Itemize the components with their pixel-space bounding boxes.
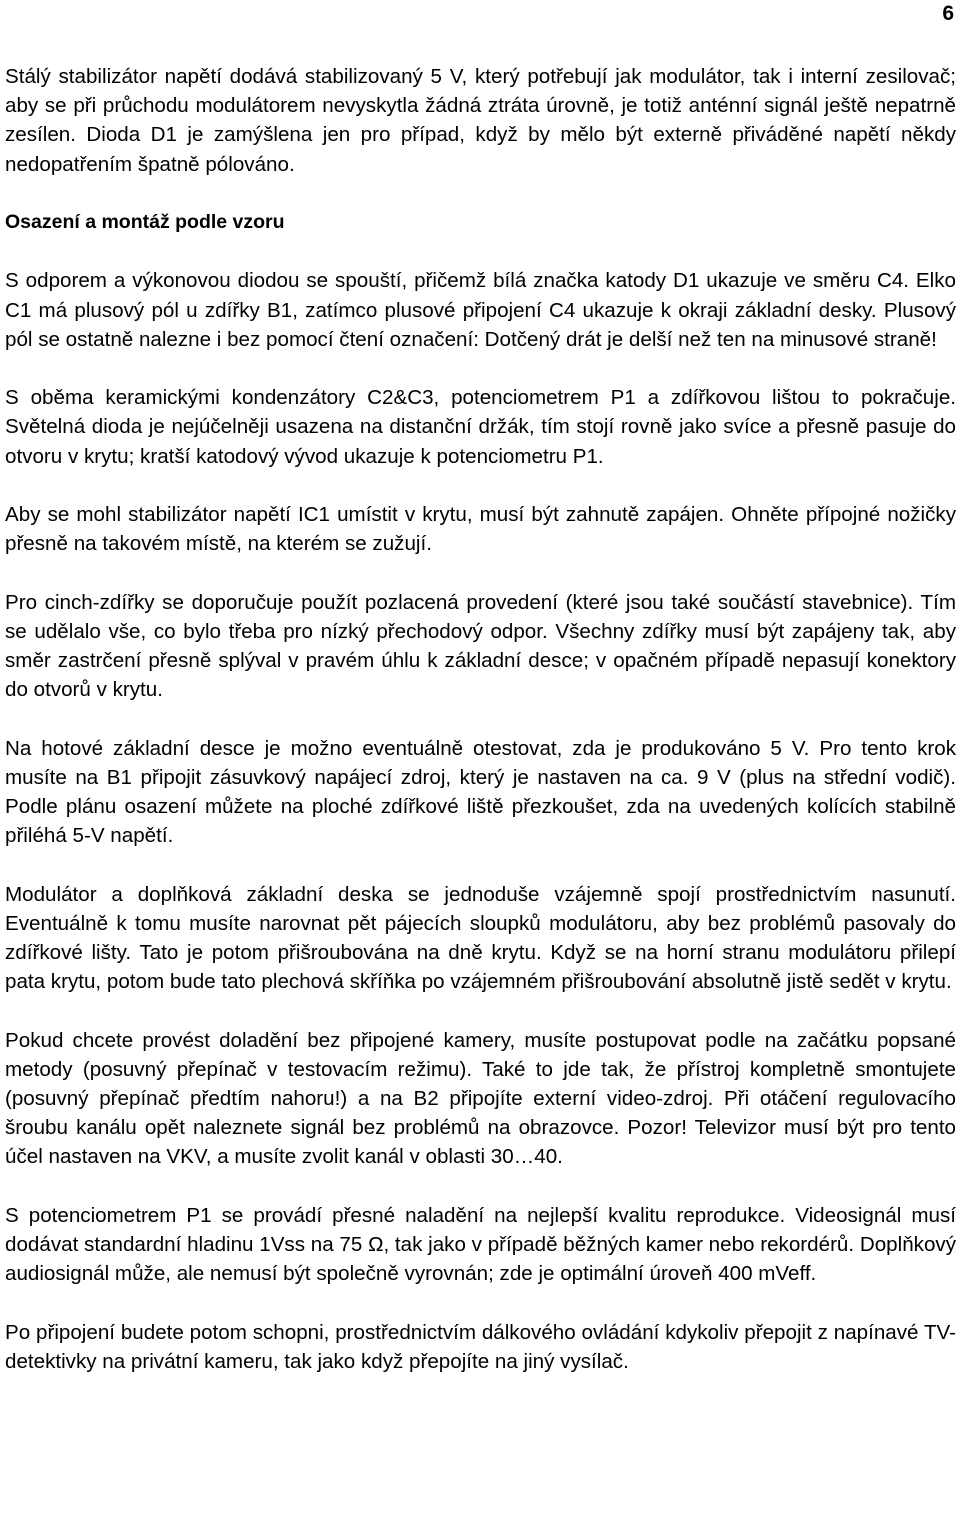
paragraph-modulator-mounting: Modulátor a doplňková základní deska se jednoduše vzájemně spojí prostřednictvím nasunutí. Eventuálně k tomu musíte narovnat pět pájecích sloupků modulátoru, aby bez problémů pasovaly do zdířkové lišty. Tato je potom přišroubována na dně krytu. Když se na horní stranu modulátoru přilepí pata krytu, potom bude tato plechová skříňka po vzájemném přišroubování absolutně jistě sedět v krytu. <box>5 882 956 994</box>
paragraph-ic1-bending: Aby se mohl stabilizátor napětí IC1 umístit v krytu, musí být zahnutě zapájen. Ohněte přípojné nožičky přesně na takovém místě, na kterém se zužují. <box>5 502 956 556</box>
paragraph-testing-5v: Na hotové základní desce je možno eventuálně otestovat, zda je produkováno 5 V. Pro tento krok musíte na B1 připojit zásuvkový napájecí zdroj, který je nastaven na ca. 9 V (plus na střední vodič). Podle plánu osazení můžete na ploché zdířkové liště přezkoušet, zda na uvedených kolících stabilně přiléhá 5-V napětí. <box>5 736 956 848</box>
page-number: 6 <box>942 2 954 25</box>
paragraph-cinch-sockets: Pro cinch-zdířky se doporučuje použít pozlacená provedení (které jsou také součástí stavebnice). Tím se udělalo vše, co bylo třeba pro nízký přechodový odpor. Všechny zdířky musí být zapájeny tak, aby směr zastrčení přesně splýval v pravém úhlu k základní desce; v opačném případě nepasují konektory do otvorů v krytu. <box>5 590 956 702</box>
paragraph-remote-switching: Po připojení budete potom schopni, prostřednictvím dálkového ovládání kdykoliv přepojit z napínavé TV-detektivky na privátní kameru, tak jako když přepojíte na jiný vysílač. <box>5 1320 956 1373</box>
paragraph-potentiometer-p1: S potenciometrem P1 se provádí přesné naladění na nejlepší kvalitu reprodukce. Videosignál musí dodávat standardní hladinu 1Vss na 75 Ω, tak jako v případě běžných kamer nebo rekordérů. Doplňkový audiosignál může, ale nemusí být společně vyrovnán; zde je optimální úroveň 400 mVeff. <box>5 1203 956 1286</box>
section-heading-assembly: Osazení a montáž podle vzoru <box>5 211 285 233</box>
paragraph-resistor-diode: S odporem a výkonovou diodou se spouští, přičemž bílá značka katody D1 ukazuje ve směru C4. Elko C1 má plusový pól u zdířky B1, zatímco plusové připojení C4 ukazuje k okraji základní desky. Plusový pól se ostatně nalezne i bez pomocí čtení označení: Dotčený drát je delší než ten na minusové straně! <box>5 269 956 351</box>
paragraph-capacitors-led: S oběma keramickými kondenzátory C2&C3, potenciometrem P1 a zdířkovou lištou to pokračuje. Světelná dioda je nejúčelněji usazena na distanční držák, tím stojí rovně jako svíce a přesně pasuje do otvoru v krytu; kratší katodový vývod ukazuje k potenciometru P1. <box>5 386 956 468</box>
paragraph-tuning: Pokud chcete provést doladění bez připojené kamery, musíte postupovat podle na začátku popsané metody (posuvný přepínač v testovacím režimu). Také to jde tak, že přístroj kompletně smontujete (posuvný přepínač předtím nahoru!) a na B2 připojíte externí video-zdroj. Při otáčení regulovacího šroubu kanálu opět naleznete signál bez problémů na obrazovce. Pozor! Televizor musí být pro tento účel nastaven na VKV, a musíte zvolit kanál v oblasti 30…40. <box>5 1028 956 1169</box>
paragraph-stabilizer: Stálý stabilizátor napětí dodává stabilizovaný 5 V, který potřebují jak modulátor, tak i interní zesilovač; aby se při průchodu modulátorem nevyskytla žádná ztráta úrovně, je totiž anténní signál ještě nepatrně zesílen. Dioda D1 je zamýšlena jen pro případ, když by mělo být externě přiváděné napětí někdy nedopatřením špatně pólováno. <box>5 65 956 176</box>
